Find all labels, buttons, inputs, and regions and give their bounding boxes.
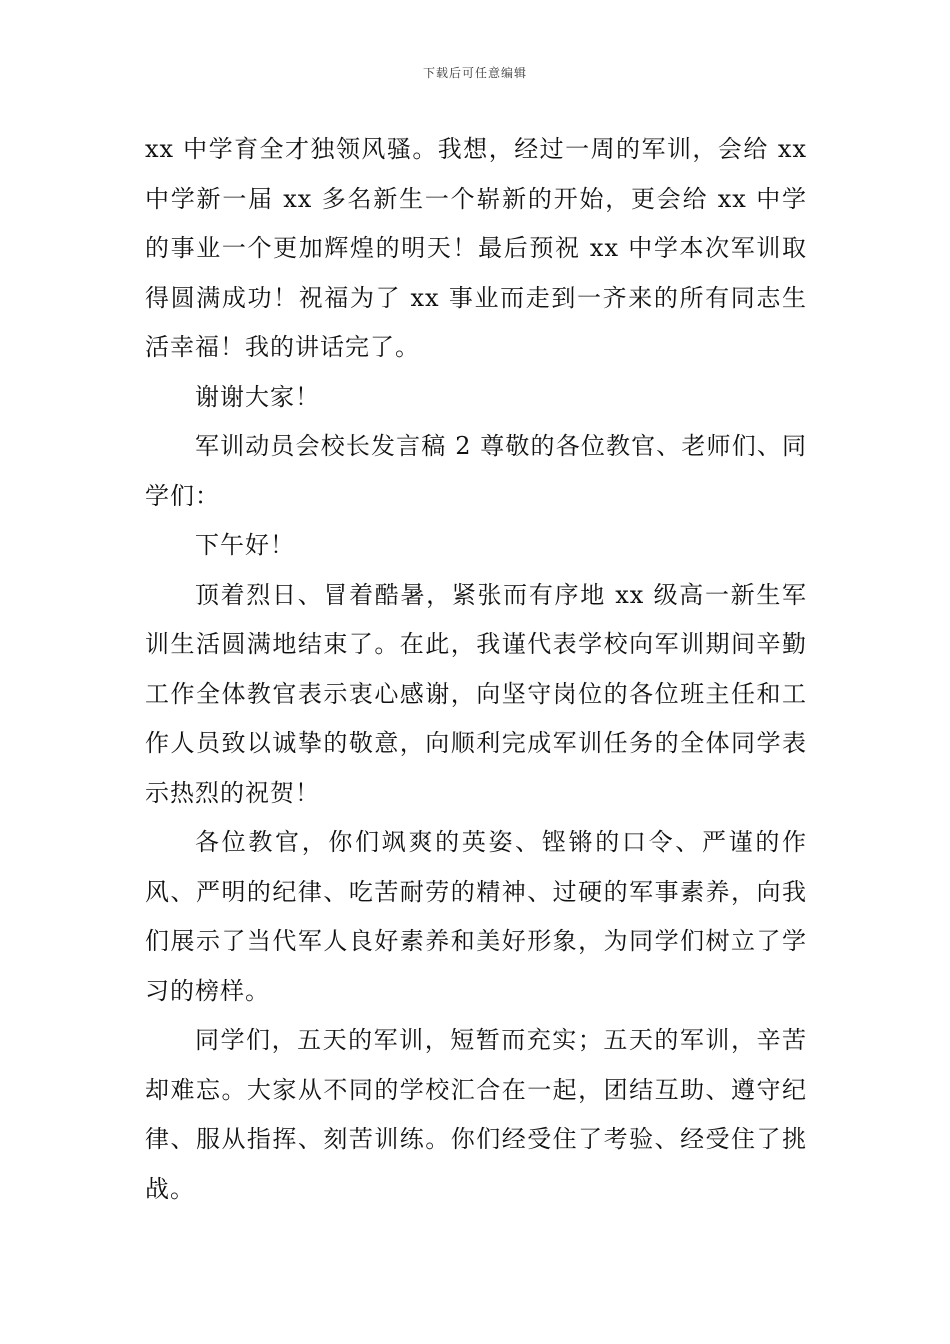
paragraph-3: 军训动员会校长发言稿 2 尊敬的各位教官、老师们、同学们：	[145, 432, 807, 510]
paragraph-5: 顶着烈日、冒着酷暑，紧张而有序地 xx 级高一新生军训生活圆满地结束了。在此，我谨代表学校向军训期间辛勤工作全体教官表示衷心感谢，向坚守岗位的各位班主任和工作人员致以诚挚的敬意，向顺利完成军训任务的全体同学表示热烈的祝贺！	[145, 580, 807, 807]
paragraph-1: xx 中学育全才独领风骚。我想，经过一周的军训，会给 xx 中学新一届 xx 多名新生一个崭新的开始，更会给 xx 中学的事业一个更加辉煌的明天！最后预祝 xx 中学本次军训取得圆满成功！祝福为了 xx 事业而走到一齐来的所有同志生活幸福！我的讲话完了。	[145, 135, 807, 361]
page-header-note: 下载后可任意编辑	[422, 66, 527, 80]
document-body	[145, 125, 807, 1214]
paragraph-2: 谢谢大家！	[195, 382, 320, 411]
paragraph-6: 各位教官，你们飒爽的英姿、铿锵的口令、严谨的作风、严明的纪律、吃苦耐劳的精神、过硬的军事素养，向我们展示了当代军人良好素养和美好形象，为同学们树立了学习的榜样。	[145, 828, 807, 1005]
paragraph-4: 下午好！	[195, 531, 295, 559]
paragraph-7: 同学们，五天的军训，短暂而充实；五天的军训，辛苦却难忘。大家从不同的学校汇合在一起，团结互助、遵守纪律、服从指挥、刻苦训练。你们经受住了考验、经受住了挑战。	[145, 1026, 807, 1203]
